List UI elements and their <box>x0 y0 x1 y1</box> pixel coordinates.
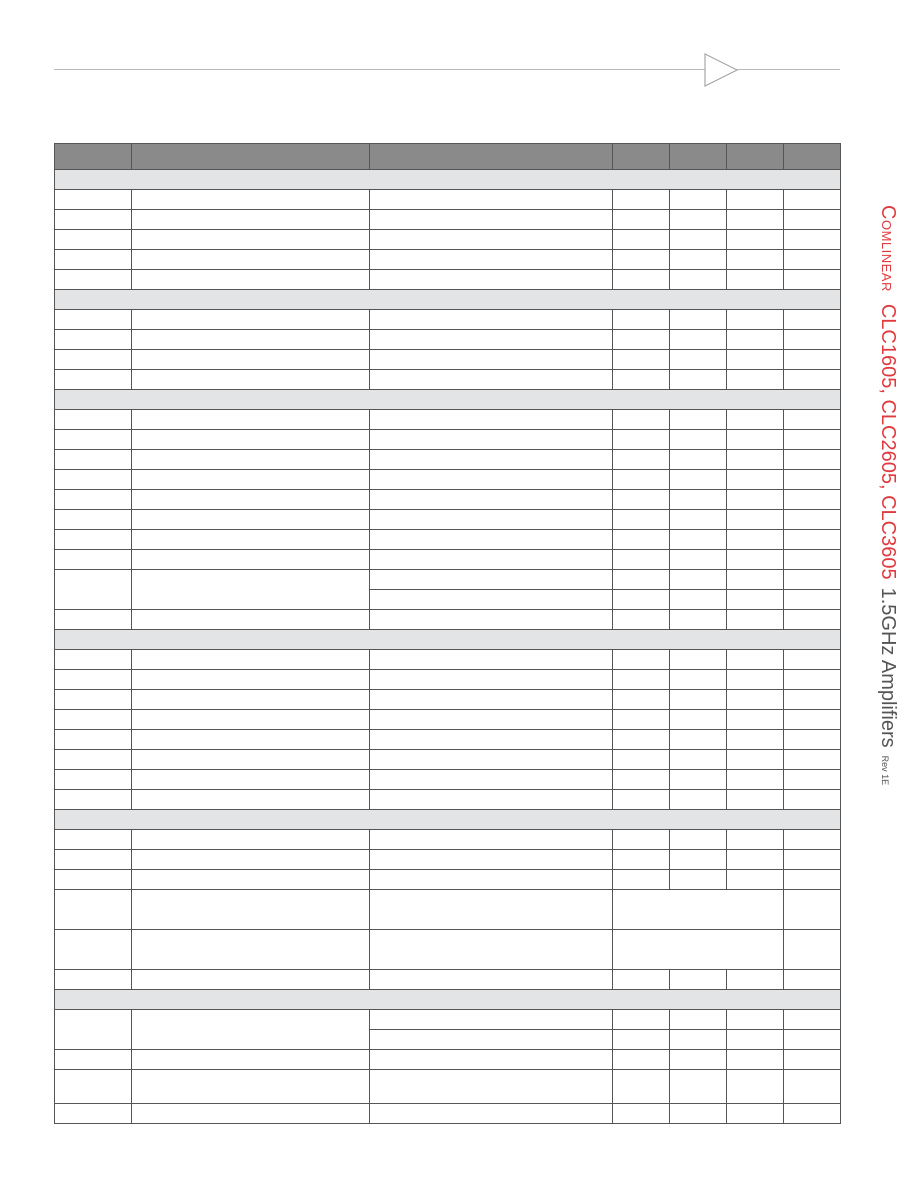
header-cell <box>132 144 370 170</box>
table-row <box>55 1010 841 1030</box>
table-row <box>55 1104 841 1124</box>
table-row <box>55 330 841 350</box>
revision-label: Rev 1E <box>880 755 890 786</box>
header-cell <box>55 144 132 170</box>
table-row <box>55 510 841 530</box>
table-row <box>55 490 841 510</box>
table-row <box>55 830 841 850</box>
table-row <box>55 450 841 470</box>
table-row <box>55 790 841 810</box>
table-row <box>55 210 841 230</box>
table-row <box>55 710 841 730</box>
section-header-row <box>55 810 841 830</box>
table-row <box>55 190 841 210</box>
section-header-row <box>55 990 841 1010</box>
brand-logo: COMLINEAR <box>877 205 899 292</box>
table-row <box>55 850 841 870</box>
table-row <box>55 870 841 890</box>
header-cell <box>670 144 727 170</box>
table-row <box>55 670 841 690</box>
table-row <box>55 750 841 770</box>
table-row <box>55 650 841 670</box>
table-row <box>55 730 841 750</box>
table-row <box>55 890 841 930</box>
table-row <box>55 530 841 550</box>
table-row <box>55 970 841 990</box>
table-row <box>55 470 841 490</box>
vertical-document-title <box>870 205 903 785</box>
table-row <box>55 350 841 370</box>
product-description: 1.5GHz Amplifiers <box>877 587 899 748</box>
table-row <box>55 370 841 390</box>
section-header-row <box>55 290 841 310</box>
table-row <box>55 310 841 330</box>
table-header-row <box>55 144 841 170</box>
table-row <box>55 1050 841 1070</box>
section-title <box>55 170 841 190</box>
electrical-characteristics-table <box>54 143 841 1124</box>
table-row <box>55 250 841 270</box>
table-row <box>55 270 841 290</box>
table-row <box>55 610 841 630</box>
table-row <box>55 230 841 250</box>
header-cell <box>613 144 670 170</box>
section-header-row <box>55 170 841 190</box>
table-row <box>55 410 841 430</box>
section-title <box>55 990 841 1010</box>
header-cell <box>727 144 784 170</box>
section-title <box>55 390 841 410</box>
part-numbers: CLC1605, CLC2605, CLC3605 <box>877 303 899 580</box>
table-row <box>55 430 841 450</box>
table-row <box>55 570 841 590</box>
table-row <box>55 1070 841 1104</box>
table-row <box>55 690 841 710</box>
section-header-row <box>55 630 841 650</box>
table-row <box>55 930 841 970</box>
header-cell <box>784 144 841 170</box>
table-row <box>55 550 841 570</box>
section-title <box>55 290 841 310</box>
section-header-row <box>55 390 841 410</box>
triangle-arrow-icon <box>700 52 742 88</box>
section-title <box>55 810 841 830</box>
header-cell <box>370 144 613 170</box>
section-title <box>55 630 841 650</box>
table-row <box>55 770 841 790</box>
